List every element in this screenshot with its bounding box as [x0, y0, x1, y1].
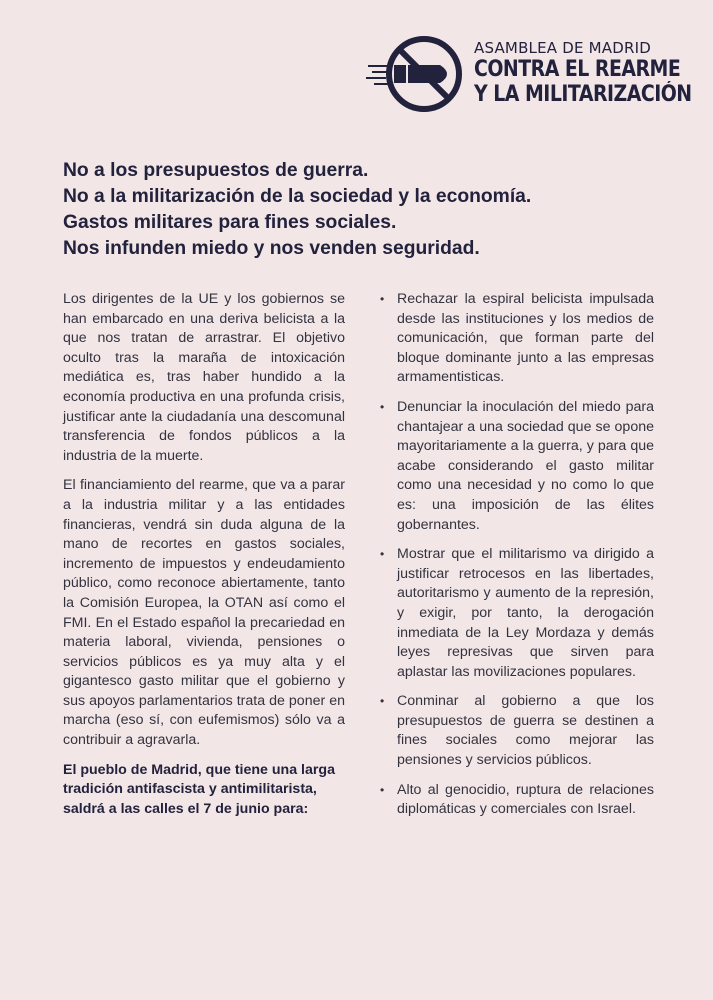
bullet-icon: • — [380, 782, 385, 797]
logo-line-1: ASAMBLEA DE MADRID — [474, 39, 651, 57]
no-bullet-icon — [366, 34, 466, 118]
bullet-text: Denunciar la inoculación del miedo para chantajear a una sociedad que se opone mayoritariamente a la guerra, y para que acabe considerando el gasto militar como una necesidad y no como lo que es: una imposición de las élites gobernantes. — [397, 398, 654, 533]
bullet-text: Alto al genocidio, ruptura de relaciones diplomáticas y comerciales con Israel. — [397, 781, 654, 818]
left-column — [63, 290, 345, 829]
headline: No a la militarización de la sociedad y la economía. — [63, 186, 532, 207]
bullet-item — [380, 398, 654, 535]
right-column — [380, 290, 654, 830]
bullet-text: Rechazar la espiral belicista impulsada desde las instituciones y los medios de comunicación, que forman parte del bloque dominante junto a las empresas armamentisticas. — [397, 291, 654, 386]
bullet-text: Conminar al gobierno a que los presupuestos de guerra se destinen a fines sociales como mejorar las pensiones y servicios públicos. — [397, 693, 654, 769]
bullet-icon: • — [380, 292, 385, 306]
bullet-item — [380, 781, 654, 820]
headlines — [63, 158, 683, 262]
call-to-action-paragraph: El pueblo de Madrid, que tiene una larga tradición antifascista y antimilitarista, saldrá a las calles el 7 de junio para: — [63, 761, 335, 817]
bullet-item — [380, 545, 654, 682]
logo — [366, 34, 692, 118]
body-paragraph: El financiamiento del rearme, que va a parar a la industria militar y a las entidades financieras, vendrá sin duda alguna de la mano de recortes en gastos sociales, incremento de impuestos y endeudamiento público, como reconoce abiertamente, tanto la Comisión Europea, la OTAN así como el FMI. En el Estado español la precariedad en materia laboral, vivienda, pensiones o servicios públicos es ya muy alta y el gigantesco gasto militar que el gobierno y sus apoyos parlamentarios trata de poner en marcha (eso sí, con eufemismos) sólo va a contribuir a agravarla. — [63, 477, 345, 749]
bullet-text: Mostrar que el militarismo va dirigido a justificar retrocesos en las libertades, autoritarismo y aumento de la represión, y exigir, por tanto, la derogación inmediata de la Ley Mordaza y demás leyes represivas que sirven para aplastar las movilizaciones populares. — [397, 546, 654, 680]
logo-line-3: Y LA MILITARIZACIÓN — [474, 82, 692, 107]
logo-text — [474, 40, 713, 107]
headline: No a los presupuestos de guerra. — [63, 160, 369, 181]
logo-line-2: CONTRA EL REARME — [474, 57, 681, 82]
bullet-icon: • — [380, 399, 385, 414]
headline: Gastos militares para fines sociales. — [63, 212, 397, 233]
headline: Nos infunden miedo y nos venden seguridad. — [63, 238, 480, 259]
bullet-item — [380, 692, 654, 770]
body-paragraph: Los dirigentes de la UE y los gobiernos se han embarcado en una deriva belicista a la que nos tratan de arrastrar. El objetivo oculto tras la maraña de intoxicación mediática es, tras haber hundido a la economía productiva en una profunda crisis, justificar ante la ciudadanía una descomunal transferencia de fondos públicos a la industria de la muerte. — [63, 291, 345, 464]
bullet-item — [380, 290, 654, 388]
bullet-icon: • — [380, 547, 385, 562]
bullet-icon: • — [380, 694, 385, 709]
